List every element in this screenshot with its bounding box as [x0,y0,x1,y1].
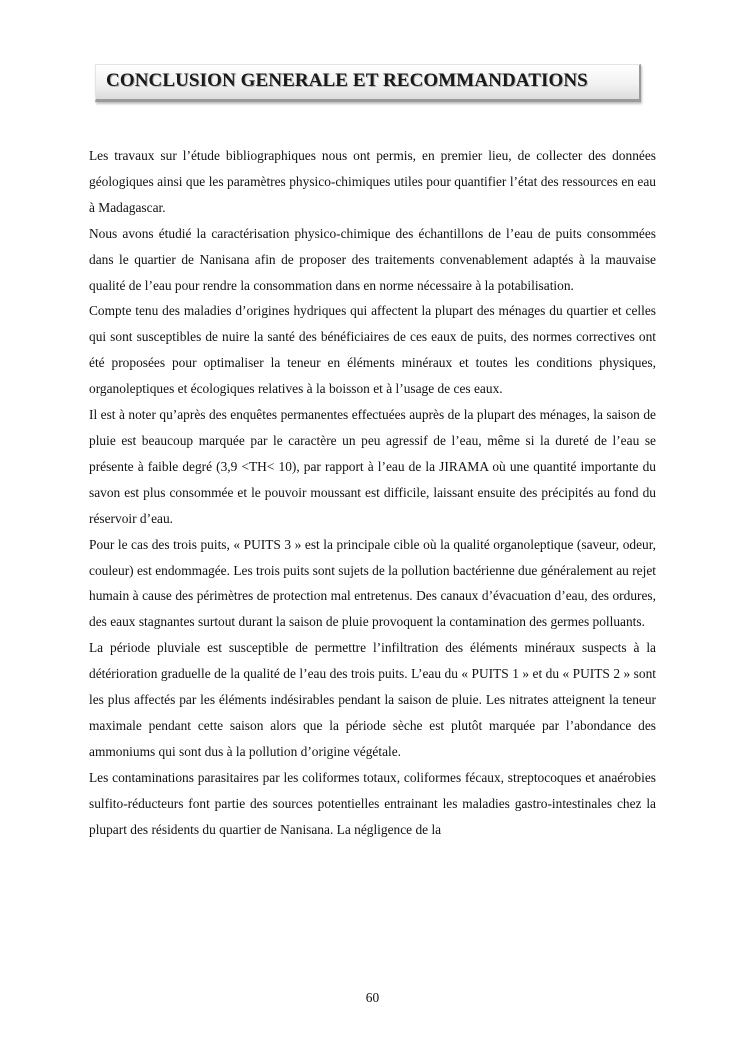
page-number: 60 [365,990,380,1005]
section-heading: CONCLUSION GENERALE ET RECOMMANDATIONS [106,70,588,91]
body-text [89,143,656,842]
paragraph-physico-chemical-characterization: Nous avons étudié la caractérisation physico-chimique des échantillons de l’eau de puits consommées dans le quartier de Nanisana afin de proposer des traitements convenablement adaptés à la mauvaise qualité de l’eau pour rendre la consommation dans en norme nécessaire à la potabilisation. [89,225,656,293]
paragraph-waterborne-diseases: Compte tenu des maladies d’origines hydriques qui affectent la plupart des ménages du quartier et celles qui sont susceptibles de nuire la santé des bénéficiaires de ces eaux de puits, des normes correctives ont été proposées pour optimaliser la teneur en éléments minéraux et toutes les conditions physiques, organoleptiques et écologiques relatives à la boisson et à l’usage de ces eaux. [89,303,656,397]
paragraph-water-hardness: Il est à noter qu’après des enquêtes permanentes effectuées auprès de la plupart des ménages, la saison de pluie est beaucoup marquée par le caractère un peu agressif de l’eau, même si la dureté de l’eau se présente à faible degré (3,9 <TH< 10), par rapport à l’eau de la JIRAMA où une quantité importante du savon est plus consommée et le pouvoir moussant est difficile, laissant ensuite des précipités au fond du réservoir d’eau. [89,407,656,526]
paragraph-bibliographic-study: Les travaux sur l’étude bibliographiques nous ont permis, en premier lieu, de collecter des données géologiques ainsi que les paramètres physico-chimiques utiles pour quantifier l’état des ressources en eau à Madagascar. [89,148,656,215]
paragraph-rainy-season: La période pluviale est susceptible de permettre l’infiltration des éléments minéraux suspects à la détérioration graduelle de la qualité de l’eau des trois puits. L’eau du « PUITS 1 » et du « PUITS 2 » sont les plus affectés par les éléments indésirables pendant la saison de pluie. Les nitrates atteignent la teneur maximale pendant cette saison alors que la période sèche est plutôt marquée par l’abondance des ammoniums qui sont dus à la pollution d’origine végétale. [89,640,656,759]
section-heading-box [95,64,641,102]
paragraph-parasitic-contamination: Les contaminations parasitaires par les coliformes totaux, coliformes fécaux, streptocoques et anaérobies sulfito-réducteurs font partie des sources potentielles entrainant les maladies gastro-intestinales chez la plupart des résidents du quartier de Nanisana. La négligence de la [89,769,656,837]
paragraph-three-wells: Pour le cas des trois puits, « PUITS 3 » est la principale cible où la qualité organoleptique (saveur, odeur, couleur) est endommagée. Les trois puits sont sujets de la pollution bactérienne due généralement au rejet humain à cause des périmètres de protection mal entretenus. Des canaux d’évacuation d’eau, des ordures, des eaux stagnantes surtout durant la saison de pluie provoquent la contamination des germes polluants. [89,536,656,630]
